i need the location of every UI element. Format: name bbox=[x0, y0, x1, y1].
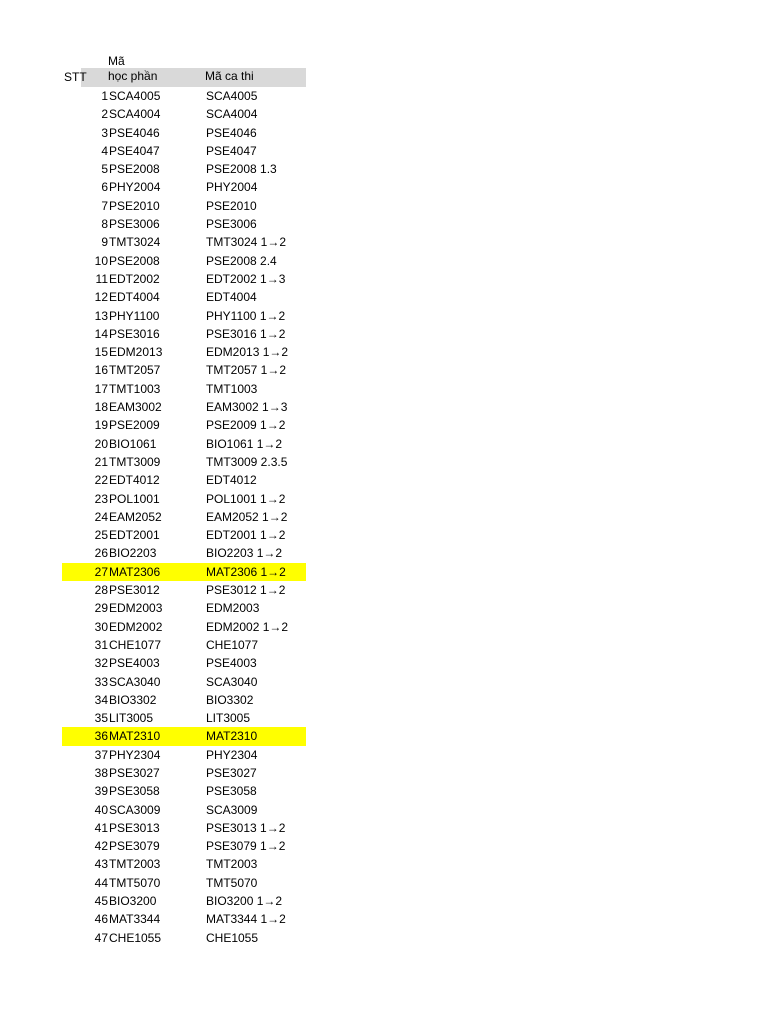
table-row bbox=[62, 105, 306, 123]
table-row bbox=[62, 892, 306, 910]
cell-ma-hoc-phan: EAM2052 bbox=[109, 509, 162, 524]
cell-ma-ca-thi: TMT1003 bbox=[206, 381, 258, 396]
cell-stt: 24 bbox=[94, 509, 108, 524]
table-row bbox=[62, 87, 306, 105]
cell-ma-hoc-phan: CHE1055 bbox=[109, 930, 162, 945]
cell-ma-ca-thi: PSE2008 2.4 bbox=[206, 253, 277, 268]
cell-ma-hoc-phan: PHY2004 bbox=[109, 180, 161, 195]
cell-ma-hoc-phan: MAT3344 bbox=[109, 912, 161, 927]
cell-ma-ca-thi: SCA3009 bbox=[206, 802, 258, 817]
cell-stt: 45 bbox=[94, 894, 108, 909]
cell-stt: 31 bbox=[94, 637, 108, 652]
table-row bbox=[62, 508, 306, 526]
cell-ma-ca-thi: TMT2057 1→2 bbox=[206, 363, 287, 378]
header-top-row bbox=[62, 52, 306, 68]
table-row bbox=[62, 215, 306, 233]
cell-ma-ca-thi: MAT2310 bbox=[206, 729, 258, 744]
cell-ma-hoc-phan: PSE3079 bbox=[109, 839, 160, 854]
cell-ma-hoc-phan: SCA3009 bbox=[109, 802, 161, 817]
cell-ma-ca-thi: EDT2002 1→3 bbox=[206, 271, 286, 286]
table-row bbox=[62, 197, 306, 215]
cell-ma-hoc-phan: SCA3040 bbox=[109, 674, 161, 689]
cell-ma-ca-thi: TMT3024 1→2 bbox=[206, 235, 287, 250]
cell-ma-hoc-phan: PSE3016 bbox=[109, 326, 160, 341]
cell-ma-hoc-phan: POL1001 bbox=[109, 491, 160, 506]
table-row bbox=[62, 782, 306, 800]
cell-ma-hoc-phan: BIO1061 bbox=[109, 436, 157, 451]
table-row bbox=[62, 361, 306, 379]
cell-ma-ca-thi: BIO3200 1→2 bbox=[206, 894, 283, 909]
table-row bbox=[62, 910, 306, 928]
table-row bbox=[62, 855, 306, 873]
cell-stt: 33 bbox=[94, 674, 108, 689]
cell-ma-ca-thi: EAM3002 1→3 bbox=[206, 400, 288, 415]
cell-ma-hoc-phan: EDT4004 bbox=[109, 290, 160, 305]
cell-ma-hoc-phan: TMT3009 bbox=[109, 454, 161, 469]
table-row bbox=[62, 307, 306, 325]
cell-stt: 15 bbox=[94, 345, 108, 360]
cell-ma-ca-thi: TMT5070 bbox=[206, 875, 258, 890]
cell-ma-ca-thi: EDM2002 1→2 bbox=[206, 619, 289, 634]
cell-ma-ca-thi: PSE3058 bbox=[206, 784, 257, 799]
table-row bbox=[62, 435, 306, 453]
cell-stt: 44 bbox=[94, 875, 108, 890]
cell-stt: 2 bbox=[101, 107, 108, 122]
table-row bbox=[62, 160, 306, 178]
header-hoc-phan: học phần bbox=[108, 69, 158, 83]
cell-ma-ca-thi: PSE3016 1→2 bbox=[206, 326, 286, 341]
table-row bbox=[62, 764, 306, 782]
table-row bbox=[62, 398, 306, 416]
cell-ma-hoc-phan: BIO3200 bbox=[109, 894, 157, 909]
cell-ma-hoc-phan: MAT2306 bbox=[109, 564, 161, 579]
cell-ma-hoc-phan: PSE4003 bbox=[109, 656, 160, 671]
cell-ma-ca-thi: LIT3005 bbox=[206, 711, 251, 726]
cell-ma-hoc-phan: PSE3027 bbox=[109, 765, 160, 780]
table-body bbox=[62, 87, 306, 947]
table-row bbox=[62, 343, 306, 361]
cell-stt: 4 bbox=[101, 143, 108, 158]
header-row bbox=[64, 68, 306, 87]
cell-ma-hoc-phan: PSE3012 bbox=[109, 583, 160, 598]
cell-stt: 6 bbox=[101, 180, 108, 195]
cell-ma-hoc-phan: PSE4046 bbox=[109, 125, 160, 140]
cell-ma-ca-thi: SCA3040 bbox=[206, 674, 258, 689]
cell-ma-hoc-phan: LIT3005 bbox=[109, 711, 154, 726]
cell-stt: 42 bbox=[94, 839, 108, 854]
cell-stt: 12 bbox=[94, 290, 108, 305]
cell-ma-ca-thi: PSE2010 bbox=[206, 198, 257, 213]
cell-ma-hoc-phan: EDT2002 bbox=[109, 271, 160, 286]
cell-stt: 21 bbox=[94, 454, 108, 469]
table-row bbox=[62, 618, 306, 636]
cell-ma-ca-thi: PSE3006 bbox=[206, 217, 257, 232]
cell-stt: 25 bbox=[94, 528, 108, 543]
cell-stt: 3 bbox=[101, 125, 108, 140]
cell-stt: 14 bbox=[94, 326, 108, 341]
cell-stt: 7 bbox=[101, 198, 108, 213]
table-row bbox=[62, 581, 306, 599]
cell-ma-ca-thi: EDM2003 bbox=[206, 601, 260, 616]
table-row bbox=[62, 544, 306, 562]
cell-ma-hoc-phan: EDT4012 bbox=[109, 473, 160, 488]
cell-stt: 9 bbox=[101, 235, 108, 250]
cell-ma-ca-thi: PSE2008 1.3 bbox=[206, 162, 277, 177]
cell-ma-ca-thi: BIO2203 1→2 bbox=[206, 546, 283, 561]
cell-ma-hoc-phan: PSE4047 bbox=[109, 143, 160, 158]
cell-ma-ca-thi: CHE1055 bbox=[206, 930, 259, 945]
table-row bbox=[62, 142, 306, 160]
cell-ma-hoc-phan: EDM2003 bbox=[109, 601, 163, 616]
cell-stt: 11 bbox=[95, 271, 108, 286]
table-row bbox=[62, 709, 306, 727]
table-row bbox=[62, 746, 306, 764]
cell-ma-ca-thi: PHY2004 bbox=[206, 180, 258, 195]
table-row bbox=[62, 252, 306, 270]
cell-ma-ca-thi: POL1001 1→2 bbox=[206, 491, 286, 506]
cell-ma-ca-thi: BIO1061 1→2 bbox=[206, 436, 283, 451]
cell-stt: 29 bbox=[94, 601, 108, 616]
table-row bbox=[62, 819, 306, 837]
cell-ma-ca-thi: TMT3009 2.3.5 bbox=[206, 454, 288, 469]
header-ma-label: Mã bbox=[108, 54, 125, 68]
cell-stt: 16 bbox=[94, 363, 108, 378]
cell-ma-hoc-phan: SCA4004 bbox=[109, 107, 161, 122]
table-row bbox=[62, 929, 306, 947]
cell-ma-hoc-phan: TMT3024 bbox=[109, 235, 161, 250]
table-row bbox=[62, 636, 306, 654]
table-row bbox=[62, 453, 306, 471]
cell-ma-ca-thi: TMT2003 bbox=[206, 857, 258, 872]
cell-ma-hoc-phan: TMT2003 bbox=[109, 857, 161, 872]
cell-ma-hoc-phan: SCA4005 bbox=[109, 89, 161, 103]
cell-ma-ca-thi: PSE3013 1→2 bbox=[206, 820, 286, 835]
cell-ma-hoc-phan: EDM2002 bbox=[109, 619, 163, 634]
cell-ma-ca-thi: EDM2013 1→2 bbox=[206, 345, 289, 360]
cell-ma-ca-thi: SCA4004 bbox=[206, 107, 258, 122]
cell-ma-hoc-phan: TMT2057 bbox=[109, 363, 161, 378]
cell-ma-ca-thi: PSE4003 bbox=[206, 656, 257, 671]
cell-stt: 28 bbox=[94, 583, 108, 598]
cell-ma-hoc-phan: EDM2013 bbox=[109, 345, 163, 360]
cell-stt: 10 bbox=[94, 253, 108, 268]
cell-ma-ca-thi: PSE4046 bbox=[206, 125, 257, 140]
cell-ma-ca-thi: PSE3027 bbox=[206, 765, 257, 780]
table-row bbox=[62, 416, 306, 434]
cell-stt: 43 bbox=[94, 857, 108, 872]
cell-ma-ca-thi: EDT2001 1→2 bbox=[206, 528, 286, 543]
cell-ma-hoc-phan: CHE1077 bbox=[109, 637, 162, 652]
cell-stt: 39 bbox=[94, 784, 108, 799]
table-row bbox=[62, 801, 306, 819]
cell-ma-hoc-phan: PSE2009 bbox=[109, 418, 160, 433]
cell-ma-ca-thi: PHY2304 bbox=[206, 747, 258, 762]
cell-stt: 47 bbox=[94, 930, 108, 945]
cell-ma-hoc-phan: MAT2310 bbox=[109, 729, 161, 744]
cell-stt: 41 bbox=[94, 820, 108, 835]
table-row bbox=[62, 837, 306, 855]
cell-ma-hoc-phan: PSE3013 bbox=[109, 820, 160, 835]
cell-ma-ca-thi: PSE3079 1→2 bbox=[206, 839, 286, 854]
cell-ma-hoc-phan: PHY1100 bbox=[109, 308, 160, 323]
table-row bbox=[62, 874, 306, 892]
cell-ma-hoc-phan: PSE2008 bbox=[109, 162, 160, 177]
cell-stt: 37 bbox=[94, 747, 108, 762]
cell-ma-ca-thi: EDT4012 bbox=[206, 473, 257, 488]
cell-ma-hoc-phan: BIO3302 bbox=[109, 692, 157, 707]
cell-stt: 46 bbox=[94, 912, 108, 927]
table-row bbox=[62, 727, 306, 745]
cell-ma-ca-thi: PSE4047 bbox=[206, 143, 257, 158]
header-ma-ca-thi: Mã ca thi bbox=[205, 69, 254, 83]
cell-ma-ca-thi: MAT3344 1→2 bbox=[206, 912, 286, 927]
cell-stt: 8 bbox=[101, 217, 108, 232]
table-row bbox=[62, 526, 306, 544]
cell-ma-hoc-phan: TMT5070 bbox=[109, 875, 161, 890]
cell-stt: 40 bbox=[94, 802, 108, 817]
cell-stt: 30 bbox=[94, 619, 108, 634]
cell-stt: 13 bbox=[94, 308, 108, 323]
cell-ma-ca-thi: BIO3302 bbox=[206, 692, 254, 707]
cell-ma-hoc-phan: PSE2008 bbox=[109, 253, 160, 268]
cell-stt: 18 bbox=[94, 400, 108, 415]
cell-stt: 34 bbox=[94, 692, 108, 707]
cell-ma-ca-thi: SCA4005 bbox=[206, 89, 258, 103]
cell-ma-hoc-phan: EDT2001 bbox=[109, 528, 160, 543]
cell-stt: 27 bbox=[94, 564, 108, 579]
cell-ma-ca-thi: EAM2052 1→2 bbox=[206, 509, 288, 524]
cell-stt: 26 bbox=[94, 546, 108, 561]
cell-stt: 38 bbox=[94, 765, 108, 780]
table-row bbox=[62, 325, 306, 343]
header-stt: STT bbox=[64, 70, 87, 84]
exam-table bbox=[62, 52, 306, 947]
table-row bbox=[62, 563, 306, 581]
cell-ma-hoc-phan: EAM3002 bbox=[109, 400, 162, 415]
cell-ma-hoc-phan: PSE3006 bbox=[109, 217, 160, 232]
cell-stt: 36 bbox=[94, 729, 108, 744]
cell-ma-ca-thi: MAT2306 1→2 bbox=[206, 564, 286, 579]
cell-stt: 22 bbox=[94, 473, 108, 488]
table-row bbox=[62, 270, 306, 288]
cell-stt: 17 bbox=[94, 381, 108, 396]
cell-stt: 20 bbox=[94, 436, 108, 451]
cell-stt: 32 bbox=[94, 656, 108, 671]
cell-ma-ca-thi: CHE1077 bbox=[206, 637, 259, 652]
cell-ma-hoc-phan: PSE2010 bbox=[109, 198, 160, 213]
table-row bbox=[62, 599, 306, 617]
cell-ma-ca-thi: PHY1100 1→2 bbox=[206, 308, 286, 323]
cell-ma-hoc-phan: TMT1003 bbox=[109, 381, 161, 396]
cell-ma-hoc-phan: PHY2304 bbox=[109, 747, 161, 762]
cell-stt: 35 bbox=[94, 711, 108, 726]
table-row bbox=[62, 673, 306, 691]
table-row bbox=[62, 654, 306, 672]
cell-ma-ca-thi: EDT4004 bbox=[206, 290, 257, 305]
table-row bbox=[62, 178, 306, 196]
cell-stt: 1 bbox=[101, 89, 108, 103]
cell-ma-hoc-phan: PSE3058 bbox=[109, 784, 160, 799]
cell-stt: 23 bbox=[94, 491, 108, 506]
table-row bbox=[62, 490, 306, 508]
cell-stt: 19 bbox=[94, 418, 108, 433]
table-row bbox=[62, 124, 306, 142]
table-row bbox=[62, 288, 306, 306]
cell-ma-ca-thi: PSE2009 1→2 bbox=[206, 418, 286, 433]
cell-ma-ca-thi: PSE3012 1→2 bbox=[206, 583, 286, 598]
table-row bbox=[62, 691, 306, 709]
table-row bbox=[62, 380, 306, 398]
table-row bbox=[62, 233, 306, 251]
cell-stt: 5 bbox=[101, 162, 108, 177]
cell-ma-hoc-phan: BIO2203 bbox=[109, 546, 157, 561]
table-row bbox=[62, 471, 306, 489]
